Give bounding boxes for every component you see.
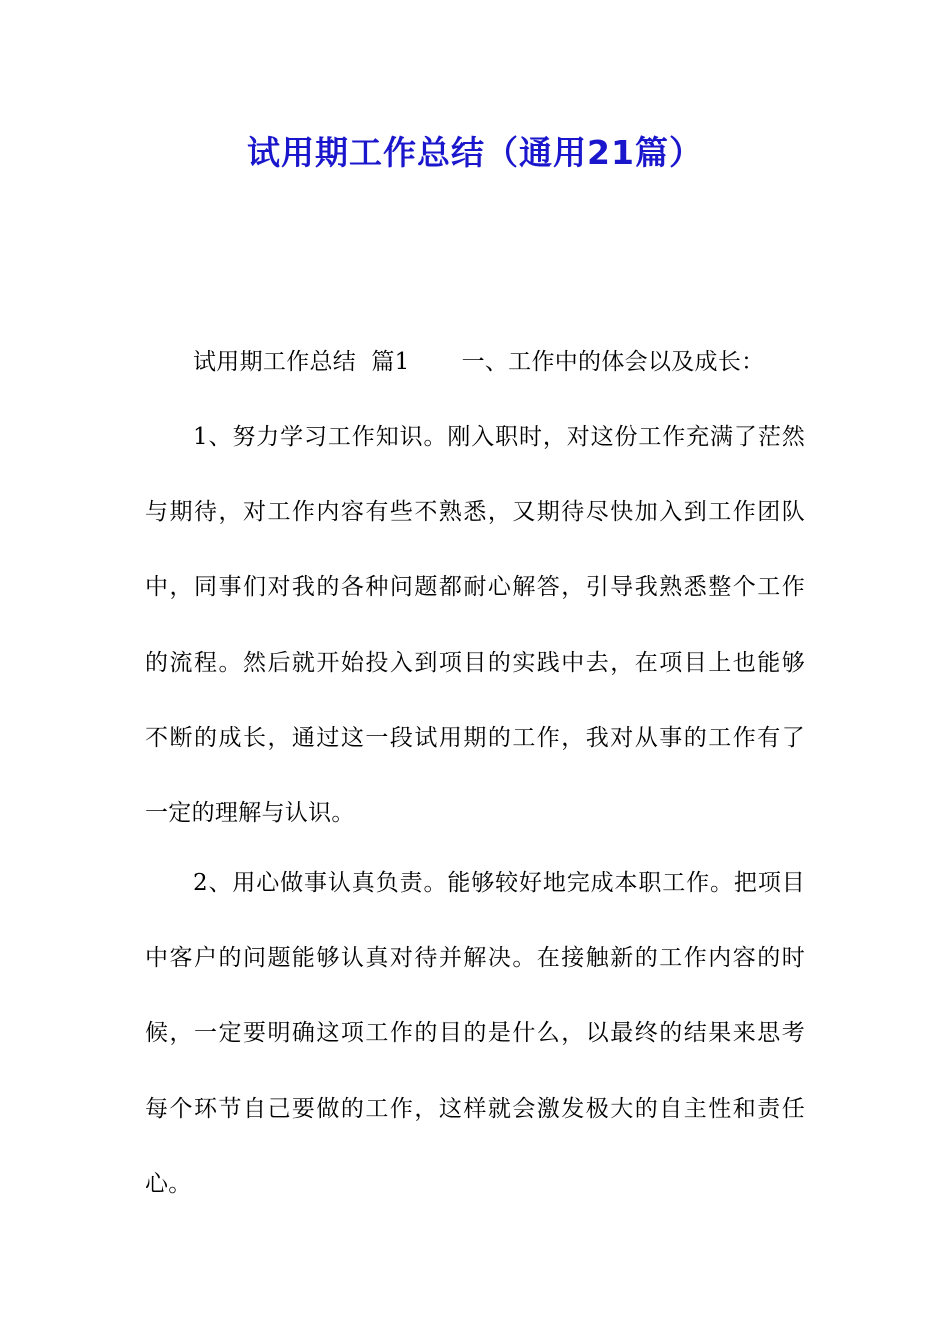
paragraph-line: 一定的理解与认识。: [145, 800, 355, 826]
paragraph-line: 2、用心做事认真负责。能够较好地完成本职工作。把项目: [193, 870, 805, 896]
paragraph-line: 每个环节自己要做的工作，这样就会激发极大的自主性和责任: [145, 1096, 805, 1122]
paragraph-line: 中，同事们对我的各种问题都耐心解答，引导我熟悉整个工作: [145, 574, 805, 600]
paragraph-line: 不断的成长，通过这一段试用期的工作，我对从事的工作有了: [145, 725, 805, 751]
paragraph-line: 候，一定要明确这项工作的目的是什么，以最终的结果来思考: [145, 1020, 805, 1046]
section-subheading: 一、工作中的体会以及成长：: [461, 349, 765, 375]
section-heading-line: [193, 344, 853, 380]
paragraph-line: 的流程。然后就开始投入到项目的实践中去，在项目上也能够: [145, 650, 805, 676]
paragraph-line: 中客户的问题能够认真对待并解决。在接触新的工作内容的时: [145, 945, 805, 971]
paragraph-line: 心。: [145, 1171, 192, 1197]
document-title: 试用期工作总结（通用21篇）: [247, 133, 703, 172]
section-heading-label: 试用期工作总结 篇1: [193, 349, 410, 375]
paragraph-line: 与期待，对工作内容有些不熟悉，又期待尽快加入到工作团队: [145, 499, 805, 525]
paragraph-line: 1、努力学习工作知识。刚入职时，对这份工作充满了茫然: [193, 424, 805, 450]
